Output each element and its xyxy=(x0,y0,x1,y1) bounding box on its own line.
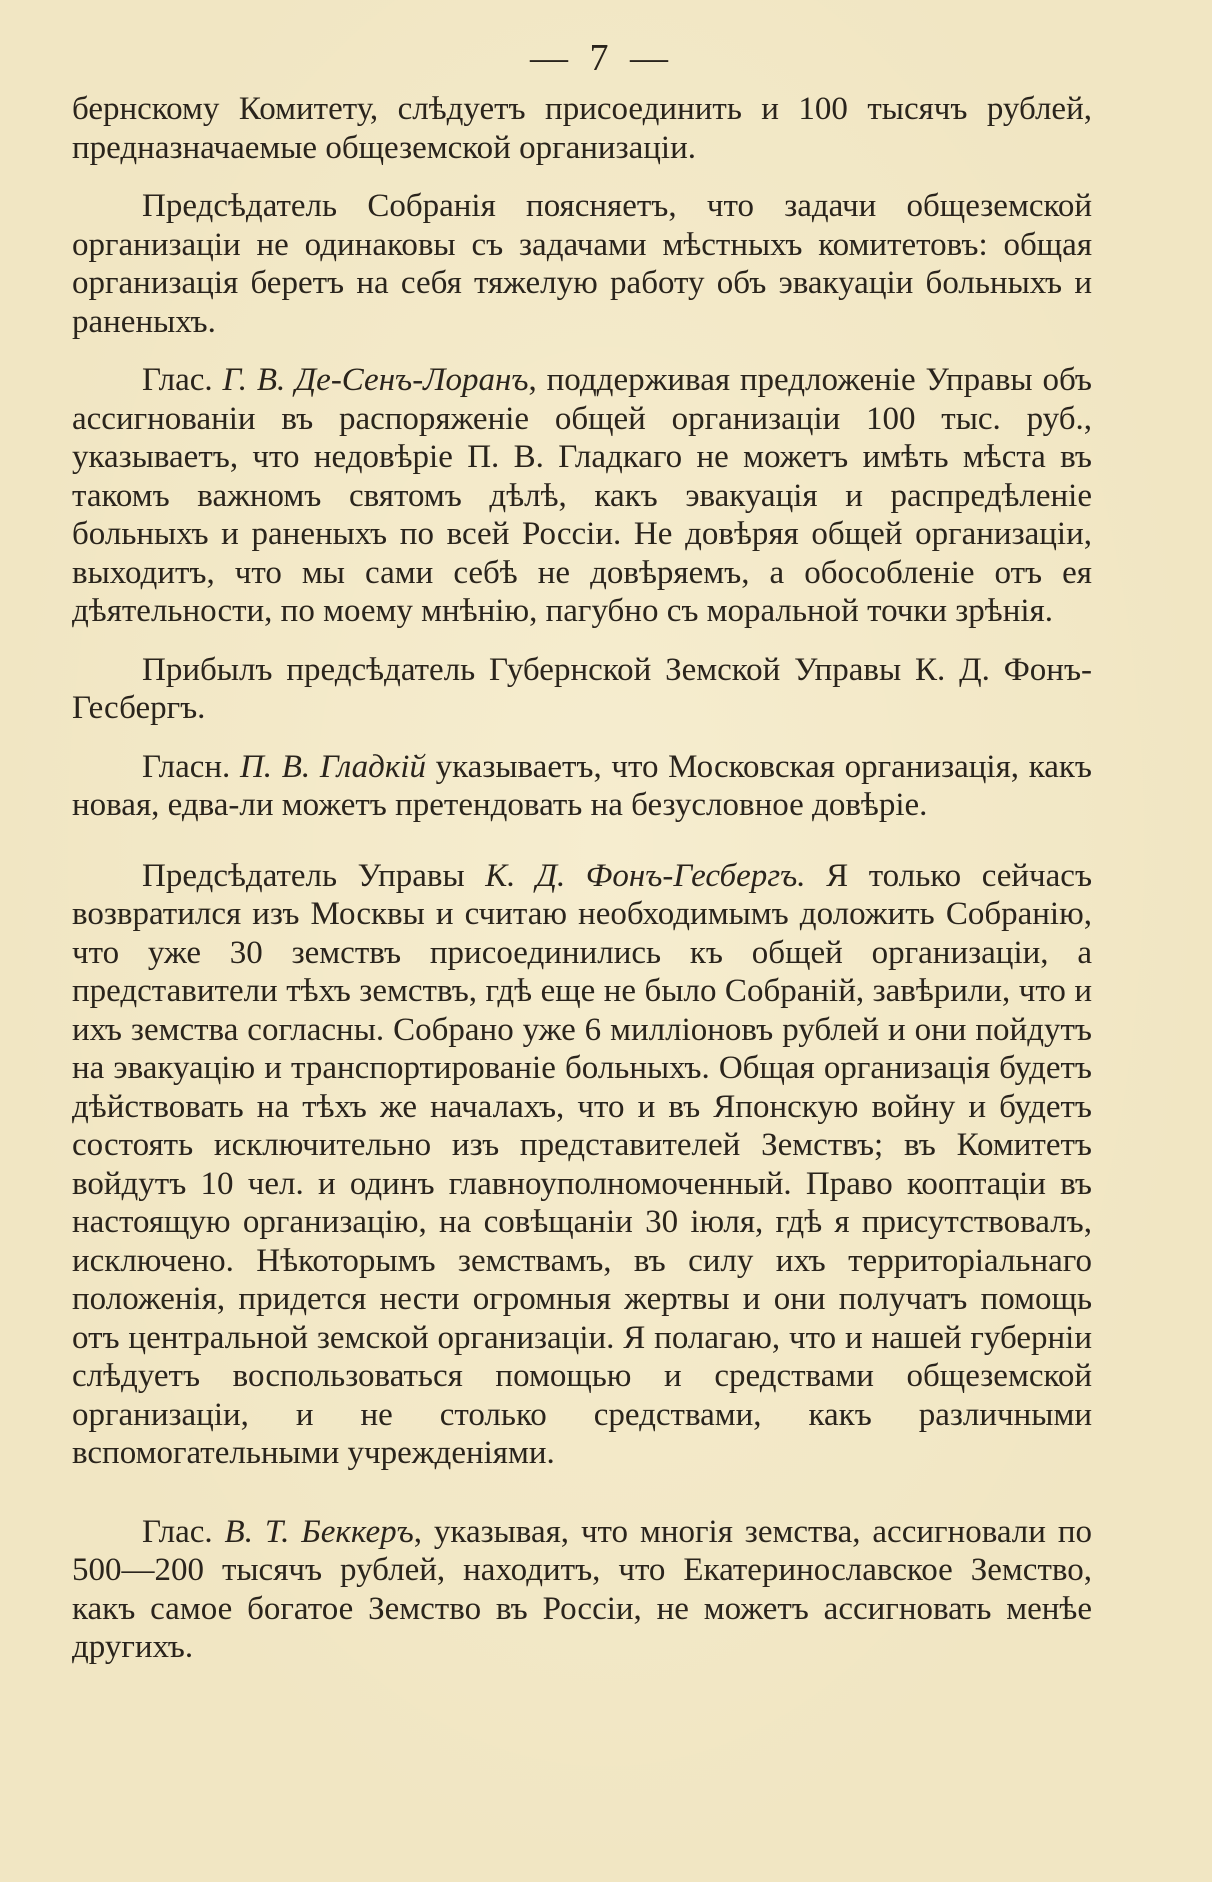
page-number: — 7 — xyxy=(530,37,674,79)
paragraph-text: бернскому Комитету, слѣдуетъ присоединить и 100 тысячъ рублей, предназначаемые общеземской организаціи. xyxy=(72,91,1092,166)
speaker-title: Предсѣдатель Управы xyxy=(142,857,486,894)
paragraph-continuation xyxy=(72,90,1092,167)
paragraph-de-sen-loran xyxy=(72,361,1092,631)
speaker-name: Г. В. Де-Сенъ-Лоранъ xyxy=(222,362,529,398)
speaker-title: Гласн. xyxy=(142,748,240,785)
paragraph-text: Я только сейчасъ возвратился изъ Москвы и считаю необходимымъ доложить Собранію, что уже 30 земствъ присоединились къ общей организаціи, а представители тѣхъ земствъ, гдѣ еще не было Собраній, завѣрили, что и ихъ земства согласны. Собрано уже 6 милліоновъ рублей и они пойдутъ на эвакуацію и транспортированіе больныхъ. Общая организація будетъ дѣйствовать на тѣхъ же началахъ, что и въ Японскую войну и будетъ состоять исключительно изъ представителей Земствъ; въ Комитетъ войдутъ 10 чел. и одинъ главноуполномоченный. Право кооптаціи въ настоящую организацію, на совѣщаніи 30 іюля, гдѣ я присутствовалъ, исключено. Нѣкоторымъ земствамъ, въ силу ихъ территоріальнаго положенія, придется нести огромныя жертвы и они получатъ помощь отъ центральной земской организаціи. Я полагаю, что и нашей губерніи слѣдуетъ воспользоваться помощью и средствами общеземской организаціи, и не столько средствами, какъ различными вспомогательными учрежденіями. xyxy=(72,857,1093,1471)
paragraph-text: , указывая, что многія земства, ассигновали по 500—200 тысячъ рублей, находитъ, что Екатеринославское Земство, какъ самое богатое Земство въ Россіи, не можетъ ассигновать менѣе другихъ. xyxy=(72,1513,1092,1665)
speaker-title: Глас. xyxy=(142,362,223,398)
speaker-name: К. Д. Фонъ-Гесбергъ. xyxy=(485,857,806,894)
speaker-name: П. В. Гладкій xyxy=(239,748,426,785)
paragraph-text: указываетъ, что Московская организація, какъ новая, едва-ли можетъ претендовать на безусловное довѣріе. xyxy=(72,748,1092,823)
paragraph-text: Прибылъ предсѣдатель Губернской Земской Управы К. Д. Фонъ-Гесбергъ. xyxy=(72,651,1092,726)
paragraph-chairman-explanation xyxy=(72,187,1092,341)
paragraph-gladkiy xyxy=(72,748,1092,825)
paragraph-fon-gesberg xyxy=(72,857,1092,1473)
speaker-name: В. Т. Беккеръ xyxy=(224,1513,414,1550)
speaker-title: Глас. xyxy=(142,1513,225,1550)
paragraph-text: Предсѣдатель Собранія поясняетъ, что задачи общеземской организаціи не одинаковы съ задачами мѣстныхъ комитетовъ: общая организація беретъ на себя тяжелую работу объ эвакуаціи больныхъ и раненыхъ. xyxy=(72,188,1092,340)
paragraph-text: , поддерживая предложеніе Управы объ ассигнованіи въ распоряженіе общей организаціи 100 тыс. руб., указываетъ, что недовѣріе П. В. Гладкаго не можетъ имѣть мѣста въ такомъ важномъ святомъ дѣлѣ, какъ эвакуація и распредѣленіе больныхъ и раненыхъ по всей Россіи. Не довѣряя общей организаціи, выходитъ, что мы сами себѣ не довѣряемъ, а обособленіе отъ ея дѣятельности, по моему мнѣнію, пагубно съ моральной точки зрѣнія. xyxy=(72,362,1092,629)
paragraph-arrival xyxy=(72,651,1092,728)
paragraph-bekker xyxy=(72,1513,1092,1667)
